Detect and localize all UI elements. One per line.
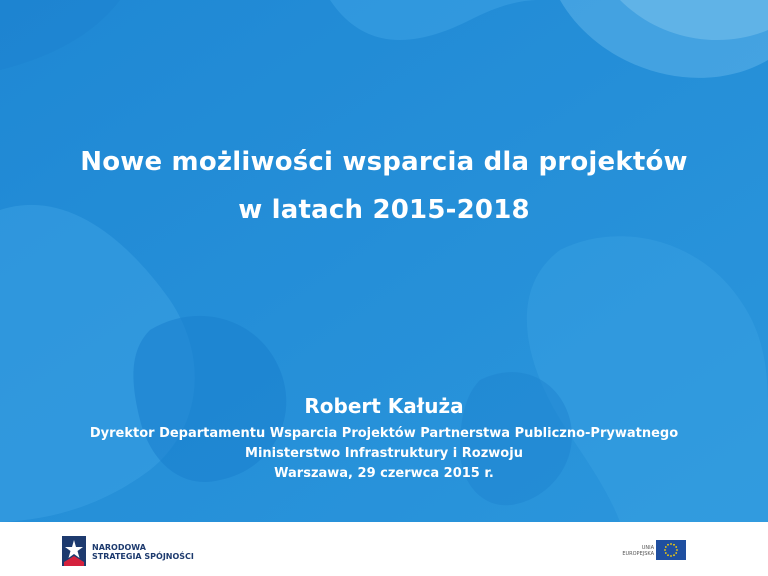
nss-line-2: STRATEGIA SPÓJNOŚCI bbox=[92, 552, 194, 561]
nss-logo-text bbox=[92, 543, 194, 561]
author-details bbox=[0, 424, 768, 484]
title-line-2: w latach 2015-2018 bbox=[238, 195, 530, 225]
author-position: Dyrektor Departamentu Wsparcia Projektów Partnerstwa Publiczno-Prywatnego bbox=[89, 426, 679, 441]
author-name: Robert Kałuża bbox=[304, 394, 464, 418]
slide-title bbox=[0, 138, 768, 234]
eu-logo-text bbox=[620, 545, 654, 557]
ministry-name: Ministerstwo Infrastruktury i Rozwoju bbox=[245, 446, 523, 461]
eu-line-2: EUROPEJSKA bbox=[622, 551, 654, 557]
title-line-1: Nowe możliwości wsparcia dla projektów bbox=[80, 147, 688, 177]
nss-line-1: NARODOWA bbox=[92, 543, 146, 552]
place-date: Warszawa, 29 czerwca 2015 r. bbox=[274, 466, 494, 481]
eu-flag-icon bbox=[656, 540, 686, 560]
eu-line-1: UNIA bbox=[641, 545, 654, 551]
nss-logo-icon bbox=[62, 536, 86, 568]
